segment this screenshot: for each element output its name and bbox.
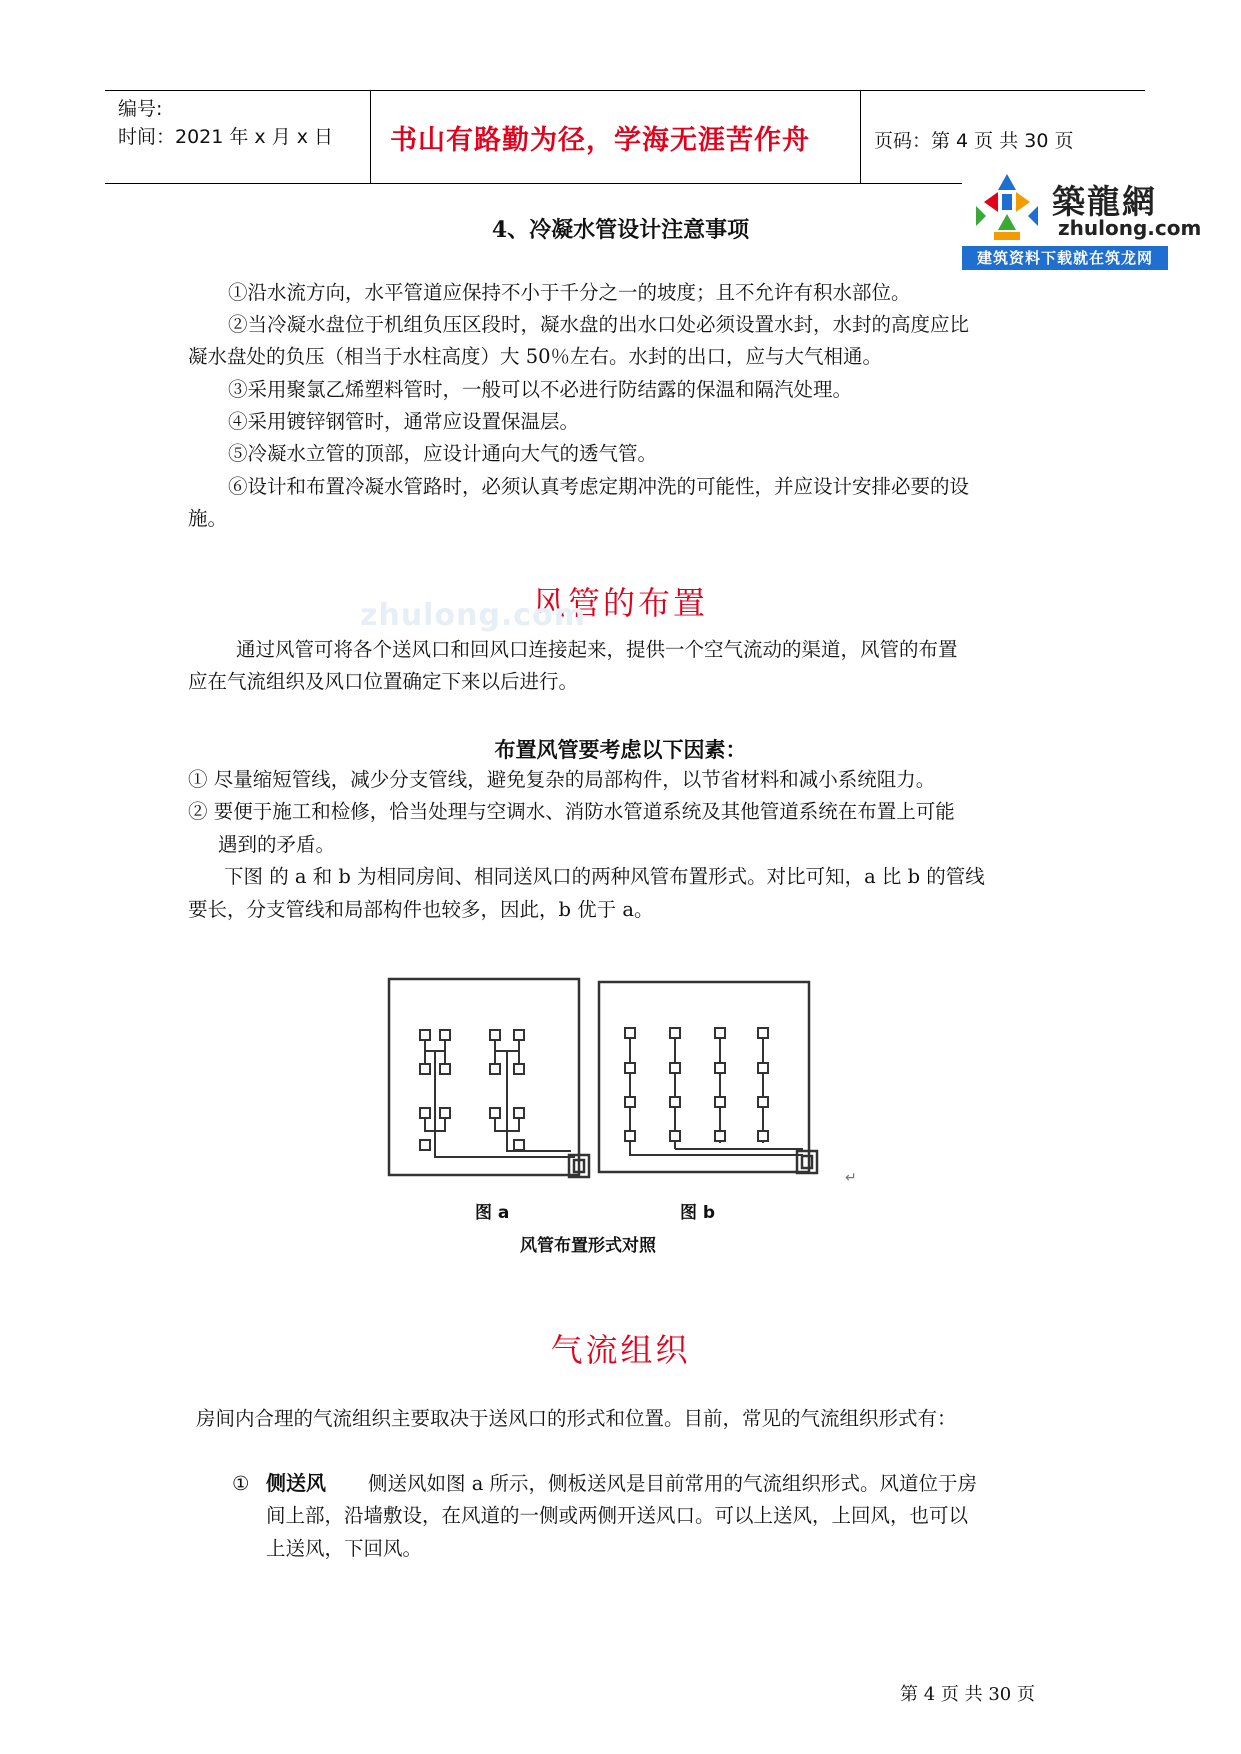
header-motto: 书山有路勤为径，学海无涯苦作舟 — [390, 125, 810, 156]
duct-factor-1: ① 尽量缩短管线，减少分支管线，避免复杂的局部构件，以节省材料和减小系统阻力。 — [188, 768, 936, 791]
airflow-section-title: 气流组织 — [550, 1331, 691, 1369]
condensate-line-7: ⑥设计和布置冷凝水管路时，必须认真考虑定期冲洗的可能性，并应设计安排必要的设 — [228, 475, 970, 498]
logo-tagline: 建筑资料下载就在筑龙网 — [962, 246, 1168, 270]
header-top-rule — [105, 90, 1145, 91]
duct-factors-subtitle: 布置风管要考虑以下因素： — [494, 738, 747, 762]
condensate-line-2: ②当冷凝水盘位于机组负压区段时，凝水盘的出水口处必须设置水封，水封的高度应比 — [228, 313, 970, 336]
doc-number-label: 编号: — [118, 98, 163, 120]
header-divider-right — [860, 90, 861, 184]
condensate-line-4: ③采用聚氯乙烯塑料管时，一般可以不必进行防结露的保温和隔汽处理。 — [228, 378, 853, 401]
page-footer: 第 4 页 共 30 页 — [900, 1684, 1035, 1705]
header-divider-left — [370, 90, 371, 184]
duct-section-title: 风管的布置 — [532, 584, 708, 622]
condensate-line-1: ①沿水流方向，水平管道应保持不小于千分之一的坡度；且不允许有积水部位。 — [228, 281, 911, 304]
doc-time-label: 时间：2021 年 x 月 x 日 — [118, 126, 334, 148]
svg-text:↵: ↵ — [845, 1170, 857, 1186]
watermark-text: zhulong.com — [360, 598, 586, 633]
airflow-intro: 房间内合理的气流组织主要取决于送风口的形式和位置。目前，常见的气流组织形式有： — [196, 1407, 957, 1430]
logo-chinese-name: 築龍網 — [1052, 182, 1157, 221]
airflow-item1-term: 侧送风 — [266, 1471, 326, 1495]
duct-intro-line-1: 通过风管可将各个送风口和回风口连接起来，提供一个空气流动的渠道，风管的布置 — [236, 638, 958, 661]
condensate-line-8: 施。 — [188, 507, 228, 530]
airflow-item1-line-1: 侧送风如图 a 所示，侧板送风是目前常用的气流组织形式。风道位于房 — [368, 1472, 978, 1495]
figure-b-label: 图 b — [680, 1203, 716, 1223]
condensate-line-5: ④采用镀锌钢管时，通常应设置保温层。 — [228, 410, 580, 433]
duct-intro-line-2: 应在气流组织及风口位置确定下来以后进行。 — [188, 670, 579, 693]
airflow-item1-line-3: 上送风，下回风。 — [266, 1537, 423, 1560]
airflow-item1-line-2: 间上部，沿墙敷设，在风道的一侧或两侧开送风口。可以上送风，上回风，也可以 — [266, 1504, 969, 1527]
duct-compare-line-1: 下图 的 a 和 b 为相同房间、相同送风口的两种风管布置形式。对比可知，a 比 b 的管线 — [224, 865, 985, 888]
airflow-item1-number: ① — [232, 1472, 250, 1495]
figure-a-label: 图 a — [475, 1203, 510, 1223]
duct-factor-2-cont: 遇到的矛盾。 — [218, 833, 336, 856]
duct-compare-line-2: 要长，分支管线和局部构件也较多，因此，b 优于 a。 — [188, 898, 654, 921]
condensate-line-3: 凝水盘处的负压（相当于水柱高度）大 50％左右。水封的出口，应与大气相通。 — [188, 345, 883, 368]
duct-layout-figure — [385, 975, 865, 1205]
condensate-line-6: ⑤冷凝水立管的顶部，应设计通向大气的透气管。 — [228, 442, 658, 465]
header-page-label: 页码：第 4 页 共 30 页 — [874, 130, 1074, 152]
condensate-section-title: 4、冷凝水管设计注意事项 — [491, 217, 750, 243]
logo-english-name: zhulong.com — [1058, 216, 1202, 240]
figure-caption: 风管布置形式对照 — [520, 1236, 656, 1256]
duct-factor-2: ② 要便于施工和检修，恰当处理与空调水、消防水管道系统及其他管道系统在布置上可能 — [188, 800, 955, 823]
